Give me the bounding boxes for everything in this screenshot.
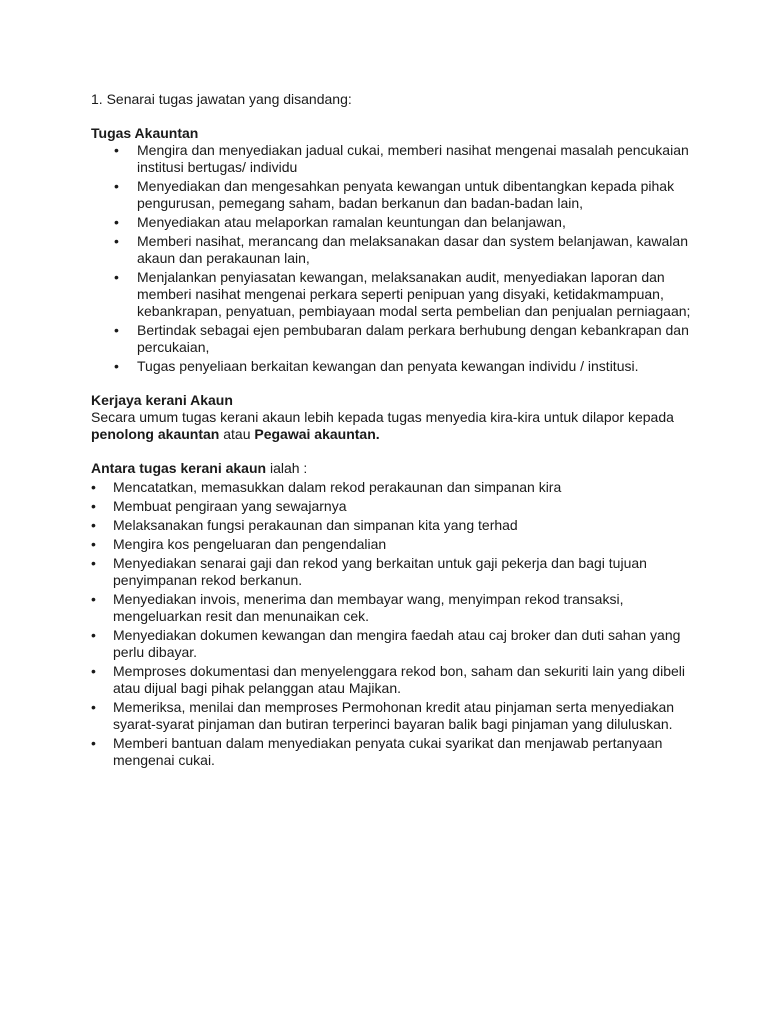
list-item: • Memberi nasihat, merancang dan melaksanakan dasar dan system belanjawan, kawalan akaun dan perakaunan lain, bbox=[137, 233, 691, 267]
paragraph-text: atau bbox=[219, 426, 255, 442]
list-item: • Menjalankan penyiasatan kewangan, melaksanakan audit, menyediakan laporan dan memberi nasihat mengenai perkara seperti penipuan yang disyaki, ketidakmampuan, kebankrapan, penyatuan, pembiayaan modal serta pembelian dan penjualan perniagaan; bbox=[137, 269, 691, 320]
section-title-tugas-akauntan: Tugas Akauntan bbox=[91, 125, 199, 141]
list-item: • Bertindak sebagai ejen pembubaran dalam perkara berhubung dengan kebankrapan dan percukaian, bbox=[137, 322, 691, 356]
intro-line: 1. Senarai tugas jawatan yang disandang: bbox=[91, 91, 352, 107]
list-item: • Tugas penyeliaan berkaitan kewangan dan penyata kewangan individu / institusi. bbox=[137, 358, 691, 375]
list-item: • Menyediakan senarai gaji dan rekod yang berkaitan untuk gaji pekerja dan bagi tujuan penyimpanan rekod berkanun. bbox=[113, 555, 691, 589]
list-item: • Mengira kos pengeluaran dan pengendalian bbox=[113, 536, 691, 553]
list-item: • Memberi bantuan dalam menyediakan penyata cukai syarikat dan menjawab pertanyaan mengenai cukai. bbox=[113, 735, 691, 769]
section-title-kerjaya-kerani: Kerjaya kerani Akaun bbox=[91, 392, 233, 408]
section-title-antara-tugas bbox=[91, 460, 691, 477]
list-item: • Menyediakan invois, menerima dan membayar wang, menyimpan rekod transaksi, mengeluarkan resit dan menunaikan cek. bbox=[113, 591, 691, 625]
list-item: • Memeriksa, menilai dan memproses Permohonan kredit atau pinjaman serta menyediakan syarat-syarat pinjaman dan butiran terperinci bayaran balik bagi pinjaman yang diluluskan. bbox=[113, 699, 691, 733]
list-item: • Menyediakan dokumen kewangan dan mengira faedah atau caj broker dan duti sahan yang perlu dibayar. bbox=[113, 627, 691, 661]
section-title-bold: Antara tugas kerani akaun bbox=[91, 460, 267, 476]
tugas-kerani-list bbox=[91, 479, 691, 769]
paragraph-bold-penolong: penolong akauntan bbox=[91, 426, 220, 442]
list-item: • Membuat pengiraan yang sewajarnya bbox=[113, 498, 691, 515]
list-item: • Mencatatkan, memasukkan dalam rekod perakaunan dan simpanan kira bbox=[113, 479, 691, 496]
list-item: • Menyediakan atau melaporkan ramalan keuntungan dan belanjawan, bbox=[137, 214, 691, 231]
section-title-rest: ialah : bbox=[266, 460, 308, 476]
list-item: • Melaksanakan fungsi perakaunan dan simpanan kita yang terhad bbox=[113, 517, 691, 534]
kerjaya-kerani-paragraph bbox=[91, 409, 691, 443]
document-page bbox=[91, 91, 691, 771]
list-item: • Memproses dokumentasi dan menyelenggara rekod bon, saham dan sekuriti lain yang dibeli atau dijual bagi pihak pelanggan atau Majikan. bbox=[113, 663, 691, 697]
list-item: • Menyediakan dan mengesahkan penyata kewangan untuk dibentangkan kepada pihak pengurusan, pemegang saham, badan berkanun dan badan-badan lain, bbox=[137, 178, 691, 212]
list-item: • Mengira dan menyediakan jadual cukai, memberi nasihat mengenai masalah pencukaian institusi bertugas/ individu bbox=[137, 142, 691, 176]
paragraph-text: Secara umum tugas kerani akaun lebih kepada tugas menyedia kira-kira untuk dilapor kepada bbox=[91, 409, 674, 425]
paragraph-bold-pegawai: Pegawai akauntan. bbox=[254, 426, 380, 442]
tugas-akauntan-list bbox=[91, 142, 691, 375]
